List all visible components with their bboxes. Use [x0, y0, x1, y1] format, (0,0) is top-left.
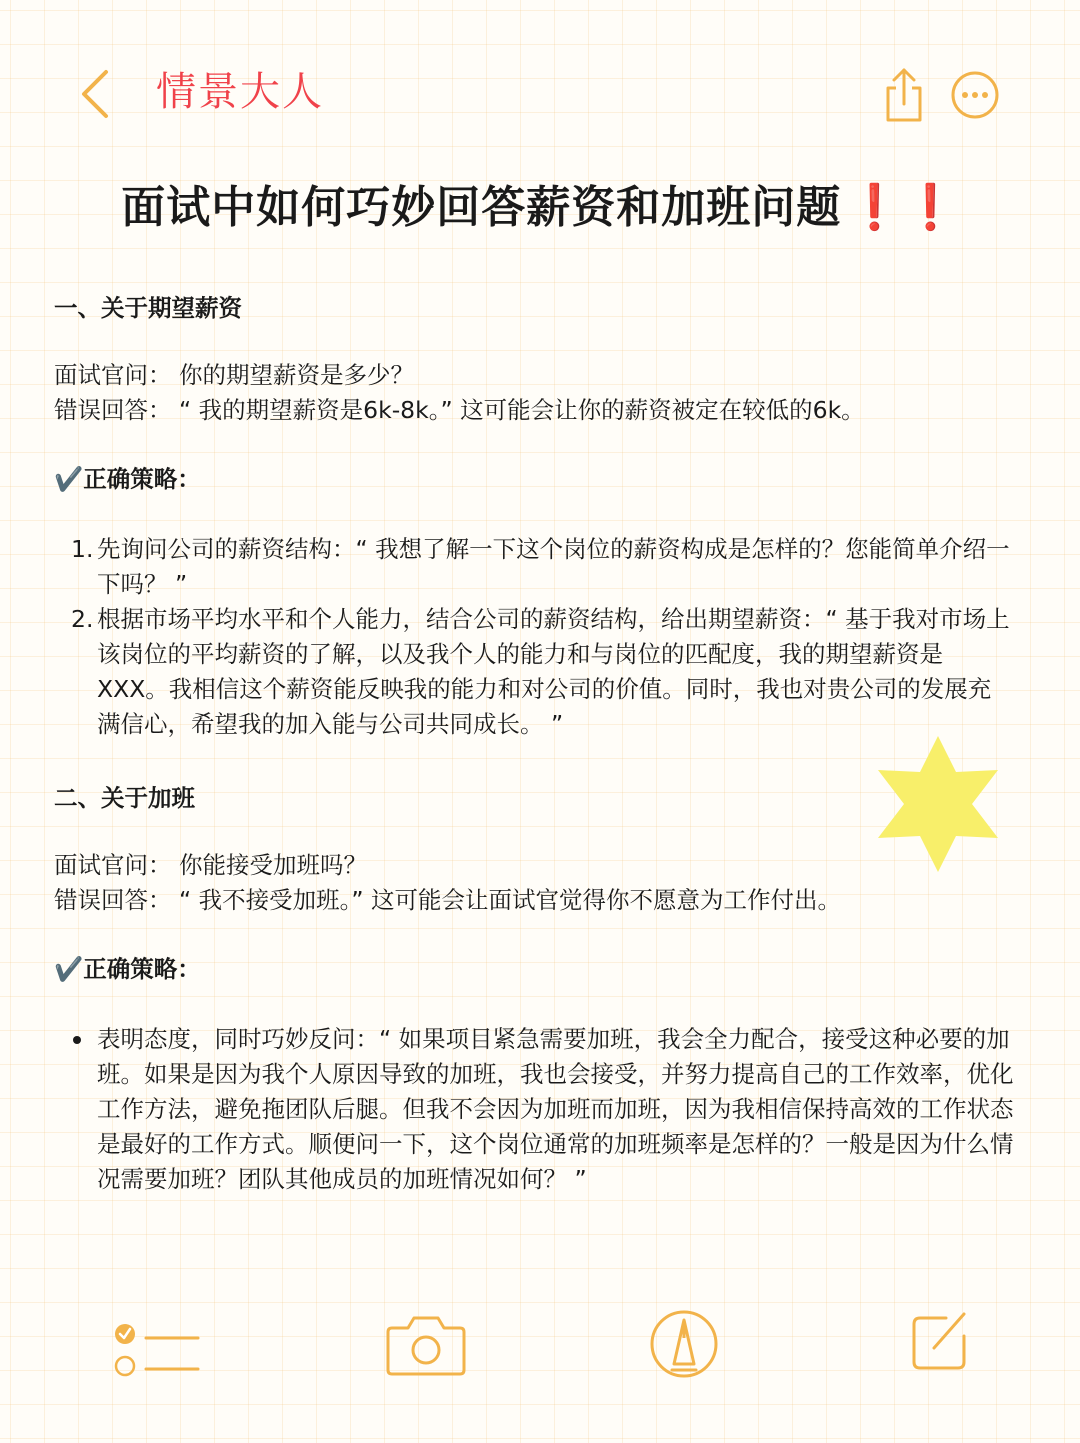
section-title-overtime: 二、关于加班: [54, 784, 195, 812]
star-icon: [876, 736, 1000, 872]
list-item: [97, 1022, 1014, 1197]
question-text: 你能接受加班吗？: [178, 851, 367, 879]
interviewer-question: [54, 848, 1014, 883]
more-icon[interactable]: [950, 70, 1000, 120]
bottom-toolbar: [0, 1300, 1080, 1390]
app-title: 情景大人: [156, 69, 324, 115]
correct-strategy-label: ✔️正确策略：: [54, 465, 201, 493]
share-icon[interactable]: [880, 66, 928, 124]
question-label: 面试官问：: [54, 851, 172, 879]
wrong-answer-text: “ 我不接受加班。” 这可能会让面试官觉得你不愿意为工作付出。: [178, 886, 842, 914]
section-title-salary: 一、关于期望薪资: [54, 294, 242, 322]
checklist-icon[interactable]: [108, 1308, 204, 1380]
strategy-bullets: [54, 1022, 1014, 1197]
wrong-answer-label: 错误回答：: [54, 396, 172, 424]
question-label: 面试官问：: [54, 361, 172, 389]
page-title-text: 面试中如何巧妙回答薪资和加班问题: [121, 182, 842, 233]
page-title: [0, 176, 1080, 240]
exclamation-marks: ❗️❗️: [847, 182, 959, 233]
list-item: [71, 602, 1014, 742]
list-number: 2.: [71, 605, 94, 633]
wrong-answer: [54, 883, 1014, 918]
question-text: 你的期望薪资是多少？: [178, 361, 414, 389]
list-number: 1.: [71, 535, 94, 563]
correct-strategy-label: ✔️正确策略：: [54, 955, 201, 983]
wrong-answer: [54, 393, 1014, 428]
interviewer-question: [54, 358, 1014, 393]
list-item-text: 根据市场平均水平和个人能力，结合公司的薪资结构，给出期望薪资：“ 基于我对市场上该岗位的平均薪资的了解，以及我个人的能力和与岗位的匹配度，我的期望薪资是XXX。我相信这个薪资能反映我的能力和对公司的价值。同时，我也对贵公司的发展充满信心，希望我的加入能与公司共同成长。 ”: [97, 605, 1010, 738]
list-item-text: 表明态度，同时巧妙反问：“ 如果项目紧急需要加班，我会全力配合，接受这种必要的加班。如果是因为我个人原因导致的加班，我也会接受，并努力提高自己的工作效率，优化工作方法，避免拖团队后腿。但我不会因为加班而加班，因为我相信保持高效的工作状态是最好的工作方式。顺便问一下，这个岗位通常的加班频率是怎样的？一般是因为什么情况需要加班？团队其他成员的加班情况如何？ ”: [97, 1025, 1014, 1193]
list-item: [71, 532, 1014, 602]
wrong-answer-text: “ 我的期望薪资是6k-8k。” 这可能会让你的薪资被定在较低的6k。: [178, 396, 865, 424]
list-item-text: 先询问公司的薪资结构：“ 我想了解一下这个岗位的薪资构成是怎样的？您能简单介绍一下吗？ ”: [97, 535, 1010, 598]
chevron-left-icon[interactable]: [76, 68, 116, 120]
wrong-answer-label: 错误回答：: [54, 886, 172, 914]
note-body: [54, 286, 1014, 1197]
bullet-icon: [73, 1036, 81, 1044]
markup-icon[interactable]: [648, 1308, 720, 1380]
camera-icon[interactable]: [384, 1310, 468, 1378]
strategy-steps: [54, 532, 1014, 742]
compose-icon[interactable]: [906, 1308, 974, 1376]
top-bar: [0, 52, 1080, 136]
